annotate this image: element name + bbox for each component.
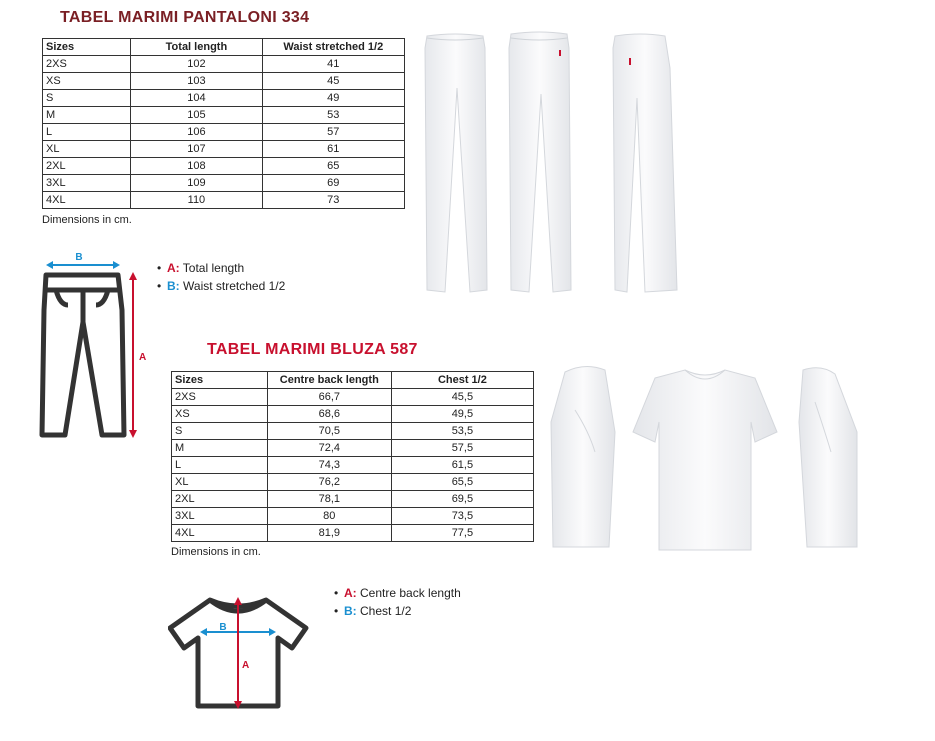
table-cell: S bbox=[43, 90, 131, 107]
table-row bbox=[172, 440, 534, 457]
pants-legend bbox=[157, 259, 285, 295]
table-cell: XL bbox=[172, 474, 268, 491]
table-cell: 69,5 bbox=[391, 491, 533, 508]
table-row bbox=[43, 158, 405, 175]
table-cell: 77,5 bbox=[391, 525, 533, 542]
column-header: Chest 1/2 bbox=[391, 372, 533, 389]
column-header: Total length bbox=[131, 39, 262, 56]
diagram-label-a: A bbox=[242, 660, 250, 671]
table-cell: 74,3 bbox=[267, 457, 391, 474]
table-cell: 65 bbox=[262, 158, 404, 175]
table-cell: S bbox=[172, 423, 268, 440]
shirt-size-chart-title: TABEL MARIMI BLUZA 587 bbox=[207, 341, 418, 358]
table-row bbox=[172, 423, 534, 440]
pants-size-table bbox=[42, 38, 405, 209]
table-cell: 110 bbox=[131, 192, 262, 209]
table-cell: 108 bbox=[131, 158, 262, 175]
pants-dimensions-note: Dimensions in cm. bbox=[42, 214, 132, 226]
table-cell: 104 bbox=[131, 90, 262, 107]
table-row bbox=[172, 525, 534, 542]
pants-side-photo bbox=[613, 34, 677, 292]
table-cell: 68,6 bbox=[267, 406, 391, 423]
table-row bbox=[172, 508, 534, 525]
table-cell: 80 bbox=[267, 508, 391, 525]
table-cell: 66,7 bbox=[267, 389, 391, 406]
table-cell: 109 bbox=[131, 175, 262, 192]
table-cell: 61 bbox=[262, 141, 404, 158]
table-cell: 78,1 bbox=[267, 491, 391, 508]
pants-size-chart-title: TABEL MARIMI PANTALONI 334 bbox=[60, 9, 310, 26]
shirt-side-left-photo bbox=[551, 366, 615, 547]
table-cell: L bbox=[43, 124, 131, 141]
column-header: Sizes bbox=[172, 372, 268, 389]
legend-item: • B: Chest 1/2 bbox=[334, 604, 412, 618]
table-cell: 45,5 bbox=[391, 389, 533, 406]
table-cell: 70,5 bbox=[267, 423, 391, 440]
pants-back-photo bbox=[509, 32, 571, 292]
table-cell: 103 bbox=[131, 73, 262, 90]
column-header: Sizes bbox=[43, 39, 131, 56]
table-cell: 3XL bbox=[172, 508, 268, 525]
table-cell: 76,2 bbox=[267, 474, 391, 491]
legend-item: • A: Centre back length bbox=[334, 586, 461, 600]
legend-item: • A: Total length bbox=[157, 261, 245, 275]
diagram-label-b: B bbox=[219, 622, 227, 633]
table-cell: XS bbox=[172, 406, 268, 423]
table-cell: 2XS bbox=[172, 389, 268, 406]
table-cell: 4XL bbox=[43, 192, 131, 209]
table-cell: 73 bbox=[262, 192, 404, 209]
table-cell: XL bbox=[43, 141, 131, 158]
column-header: Centre back length bbox=[267, 372, 391, 389]
table-cell: L bbox=[172, 457, 268, 474]
diagram-label-b: B bbox=[75, 252, 83, 263]
table-header-row bbox=[172, 372, 534, 389]
table-header-row bbox=[43, 39, 405, 56]
table-cell: 2XL bbox=[43, 158, 131, 175]
table-cell: 106 bbox=[131, 124, 262, 141]
shirt-dimensions-note: Dimensions in cm. bbox=[171, 546, 261, 558]
table-cell: 3XL bbox=[43, 175, 131, 192]
table-row bbox=[172, 491, 534, 508]
table-cell: 107 bbox=[131, 141, 262, 158]
table-cell: 45 bbox=[262, 73, 404, 90]
table-cell: 65,5 bbox=[391, 474, 533, 491]
table-cell: M bbox=[172, 440, 268, 457]
table-cell: 2XL bbox=[172, 491, 268, 508]
table-row bbox=[172, 474, 534, 491]
pants-product-photos bbox=[415, 28, 685, 298]
table-cell: 69 bbox=[262, 175, 404, 192]
table-row bbox=[172, 457, 534, 474]
pants-front-photo bbox=[425, 34, 487, 292]
table-cell: 81,9 bbox=[267, 525, 391, 542]
shirt-side-right-photo bbox=[799, 368, 857, 547]
table-cell: 57 bbox=[262, 124, 404, 141]
table-cell: 49 bbox=[262, 90, 404, 107]
table-row bbox=[43, 175, 405, 192]
table-row bbox=[43, 90, 405, 107]
table-row bbox=[43, 73, 405, 90]
table-row bbox=[43, 192, 405, 209]
table-cell: 57,5 bbox=[391, 440, 533, 457]
shirt-product-photos bbox=[545, 362, 865, 557]
table-cell: 4XL bbox=[172, 525, 268, 542]
table-row bbox=[43, 124, 405, 141]
shirt-size-table bbox=[171, 371, 534, 542]
table-row bbox=[43, 141, 405, 158]
table-cell: 49,5 bbox=[391, 406, 533, 423]
tshirt-diagram-icon bbox=[168, 588, 310, 713]
table-row bbox=[43, 56, 405, 73]
table-cell: 72,4 bbox=[267, 440, 391, 457]
pants-diagram-icon bbox=[38, 250, 148, 442]
table-cell: 53 bbox=[262, 107, 404, 124]
table-cell: 53,5 bbox=[391, 423, 533, 440]
table-cell: 73,5 bbox=[391, 508, 533, 525]
table-cell: 41 bbox=[262, 56, 404, 73]
table-cell: XS bbox=[43, 73, 131, 90]
table-row bbox=[172, 406, 534, 423]
table-cell: 105 bbox=[131, 107, 262, 124]
table-cell: 61,5 bbox=[391, 457, 533, 474]
table-cell: 102 bbox=[131, 56, 262, 73]
table-cell: 2XS bbox=[43, 56, 131, 73]
table-row bbox=[43, 107, 405, 124]
shirt-legend bbox=[334, 584, 461, 620]
legend-item: • B: Waist stretched 1/2 bbox=[157, 279, 286, 293]
diagram-label-a: A bbox=[139, 352, 147, 363]
table-cell: M bbox=[43, 107, 131, 124]
table-row bbox=[172, 389, 534, 406]
shirt-front-photo bbox=[633, 370, 777, 550]
column-header: Waist stretched 1/2 bbox=[262, 39, 404, 56]
